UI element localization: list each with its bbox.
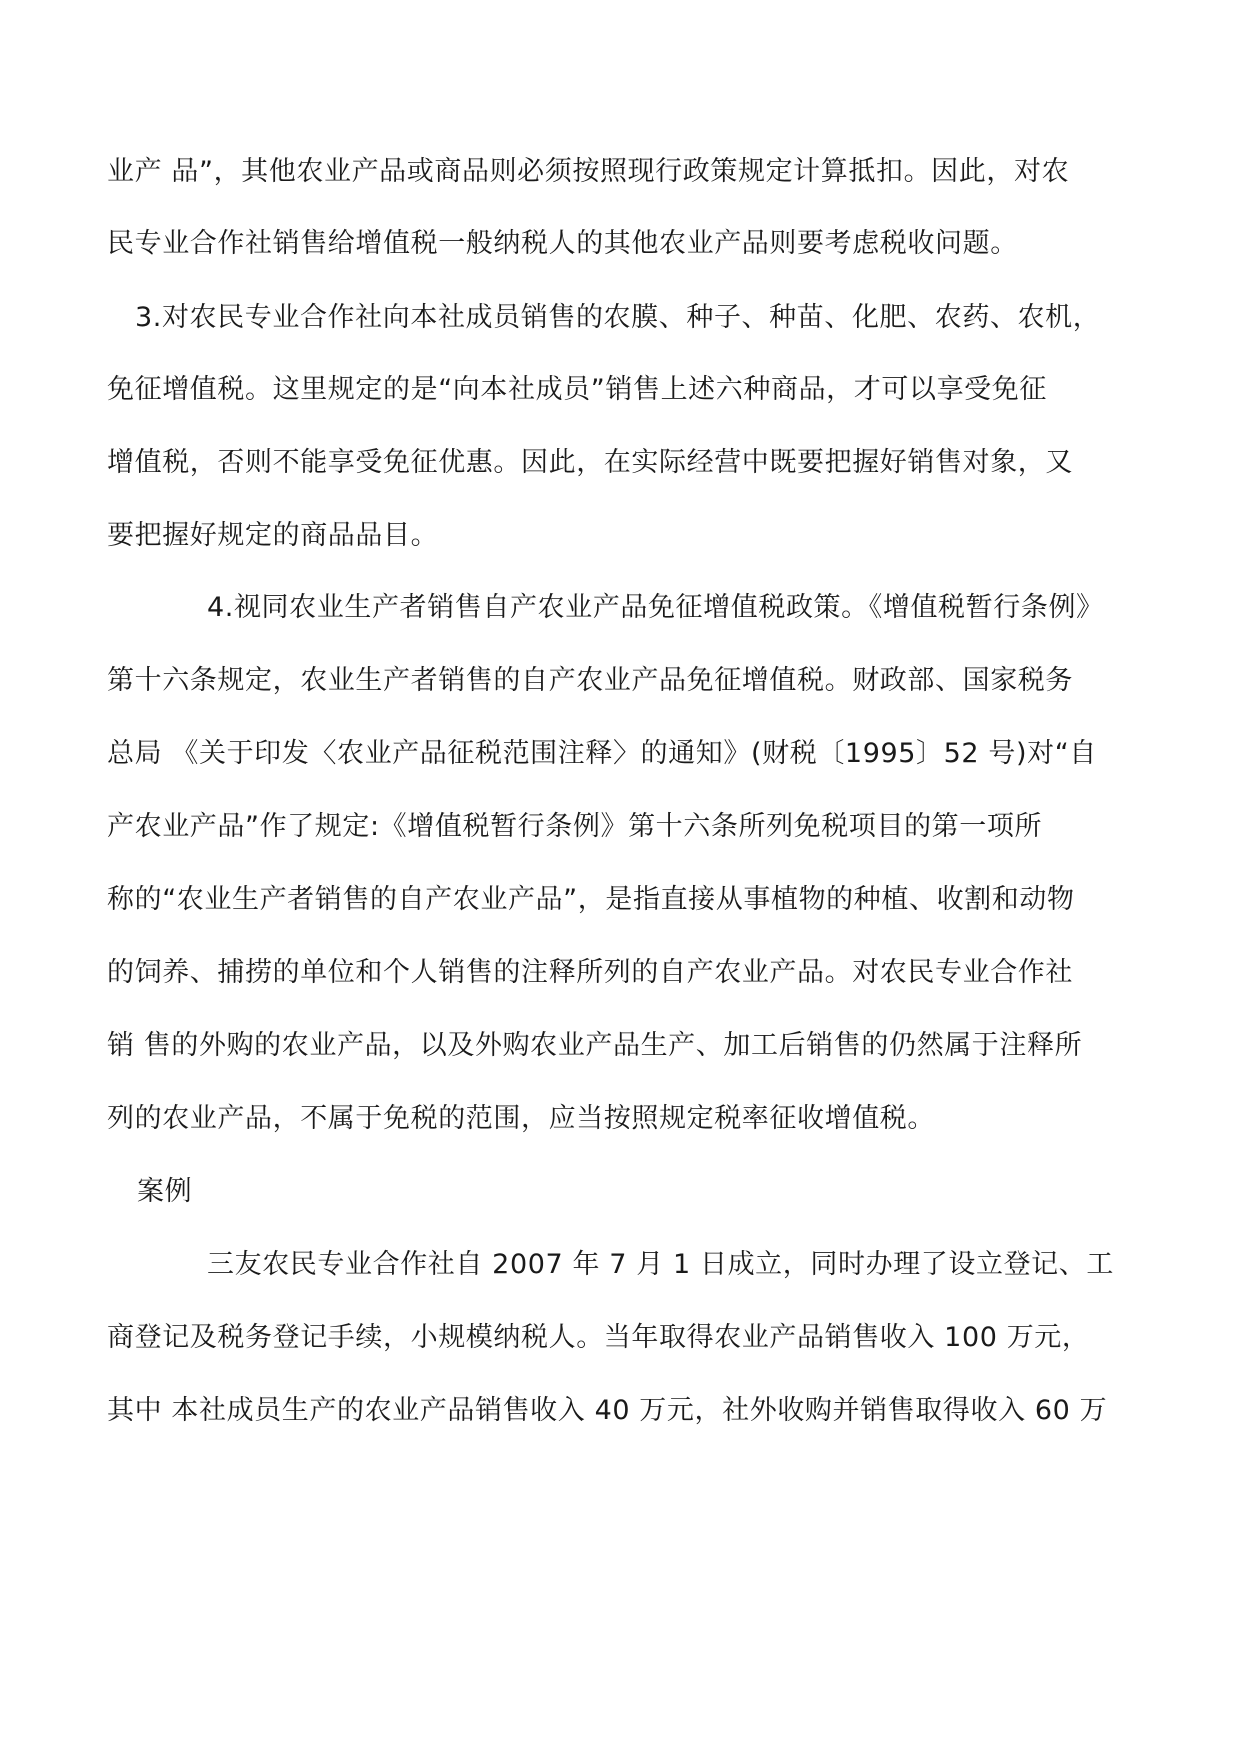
section-heading: 案例 xyxy=(137,1176,193,1207)
paragraph-line: 增值税，否则不能享受免征优惠。因此，在实际经营中既要把握好销售对象，又 xyxy=(107,447,1073,478)
paragraph-line: 列的农业产品，不属于免税的范围，应当按照规定税率征收增值税。 xyxy=(107,1103,935,1134)
paragraph-line: 产农业产品”作了规定:《增值税暂行条例》第十六条所列免税项目的第一项所 xyxy=(107,811,1043,842)
paragraph-line: 的饲养、捕捞的单位和个人销售的注释所列的自产农业产品。对农民专业合作社 xyxy=(107,957,1073,988)
paragraph-line: 商登记及税务登记手续，小规模纳税人。当年取得农业产品销售收入 100 万元， xyxy=(107,1322,1090,1353)
paragraph-line: 免征增值税。这里规定的是“向本社成员”销售上述六种商品，才可以享受免征 xyxy=(107,374,1047,405)
paragraph-line: 3.对农民专业合作社向本社成员销售的农膜、种子、种苗、化肥、农药、农机， xyxy=(135,302,1101,333)
paragraph-line: 总局 《关于印发〈农业产品征税范围注释〉的通知》(财税〔1995〕52 号)对“自 xyxy=(107,738,1097,769)
paragraph-line: 民专业合作社销售给增值税一般纳税人的其他农业产品则要考虑税收问题。 xyxy=(107,228,1018,259)
paragraph-line: 4.视同农业生产者销售自产农业产品免征增值税政策。《增值税暂行条例》 xyxy=(207,592,1104,623)
paragraph-line: 销 售的外购的农业产品，以及外购农业产品生产、加工后销售的仍然属于注释所 xyxy=(107,1030,1083,1061)
paragraph-line: 其中 本社成员生产的农业产品销售收入 40 万元，社外收购并销售取得收入 60 万 xyxy=(107,1395,1108,1426)
paragraph-line: 称的“农业生产者销售的自产农业产品”，是指直接从事植物的种植、收割和动物 xyxy=(107,884,1075,915)
paragraph-line: 要把握好规定的商品品目。 xyxy=(107,520,439,551)
paragraph-line: 第十六条规定，农业生产者销售的自产农业产品免征增值税。财政部、国家税务 xyxy=(107,665,1073,696)
paragraph-line: 业产 品”，其他农业产品或商品则必须按照现行政策规定计算抵扣。因此，对农 xyxy=(107,156,1070,187)
paragraph-line: 三友农民专业合作社自 2007 年 7 月 1 日成立，同时办理了设立登记、工 xyxy=(207,1249,1114,1280)
